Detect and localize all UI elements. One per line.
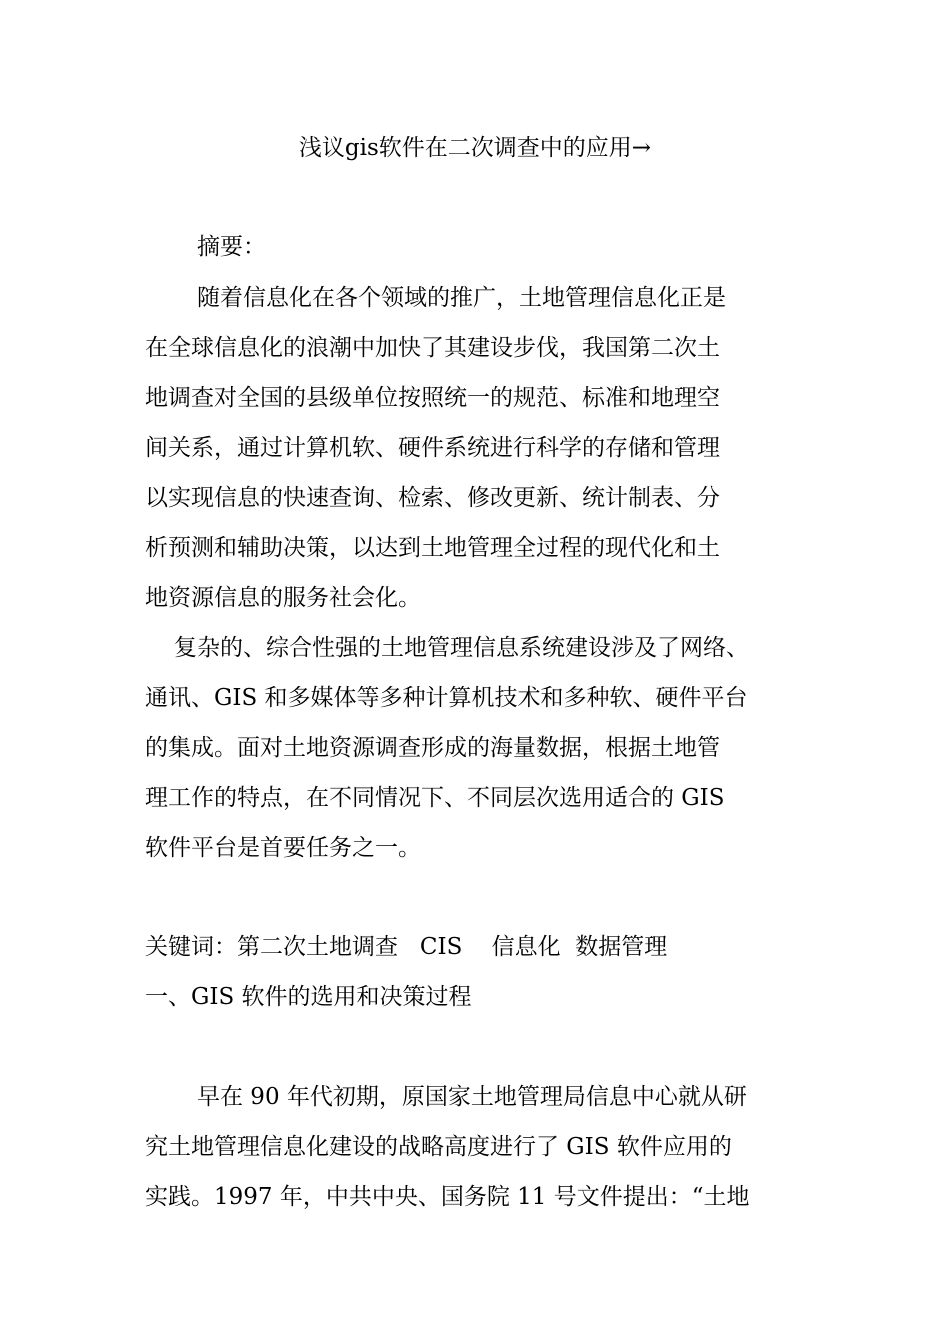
text-line: 究土地管理信息化建设的战略高度进行了 GIS 软件应用的 xyxy=(145,1134,732,1160)
abstract-label: 摘要： xyxy=(197,234,266,260)
text-line: 早在 90 年代初期，原国家土地管理局信息中心就从研 xyxy=(197,1084,747,1110)
text-line: 复杂的、综合性强的土地管理信息系统建设涉及了网络、 xyxy=(174,635,749,661)
text-line: 间关系，通过计算机软、硬件系统进行科学的存储和管理 xyxy=(145,435,720,461)
text-line: 理工作的特点，在不同情况下、不同层次选用适合的 GIS xyxy=(145,785,725,811)
text-line: 的集成。面对土地资源调查形成的海量数据，根据土地管 xyxy=(145,735,720,761)
keywords-line: 关键词：第二次土地调查 CIS 信息化 数据管理 xyxy=(145,934,668,960)
text-line: 地资源信息的服务社会化。 xyxy=(145,585,421,611)
document-title: 浅议gis软件在二次调查中的应用→ xyxy=(298,135,652,161)
text-line: 软件平台是首要任务之一。 xyxy=(145,835,421,861)
text-line: 实践。1997 年，中共中央、国务院 11 号文件提出：“土地 xyxy=(145,1184,750,1210)
text-line: 通讯、GIS 和多媒体等多种计算机技术和多种软、硬件平台 xyxy=(145,685,748,711)
section-heading: 一、GIS 软件的选用和决策过程 xyxy=(145,984,472,1010)
text-line: 在全球信息化的浪潮中加快了其建设步伐，我国第二次土 xyxy=(145,335,720,361)
text-line: 地调查对全国的县级单位按照统一的规范、标准和地理空 xyxy=(145,385,720,411)
text-line: 以实现信息的快速查询、检索、修改更新、统计制表、分 xyxy=(145,485,720,511)
text-line: 随着信息化在各个领域的推广，土地管理信息化正是 xyxy=(197,285,726,311)
text-line: 析预测和辅助决策，以达到土地管理全过程的现代化和土 xyxy=(145,535,720,561)
